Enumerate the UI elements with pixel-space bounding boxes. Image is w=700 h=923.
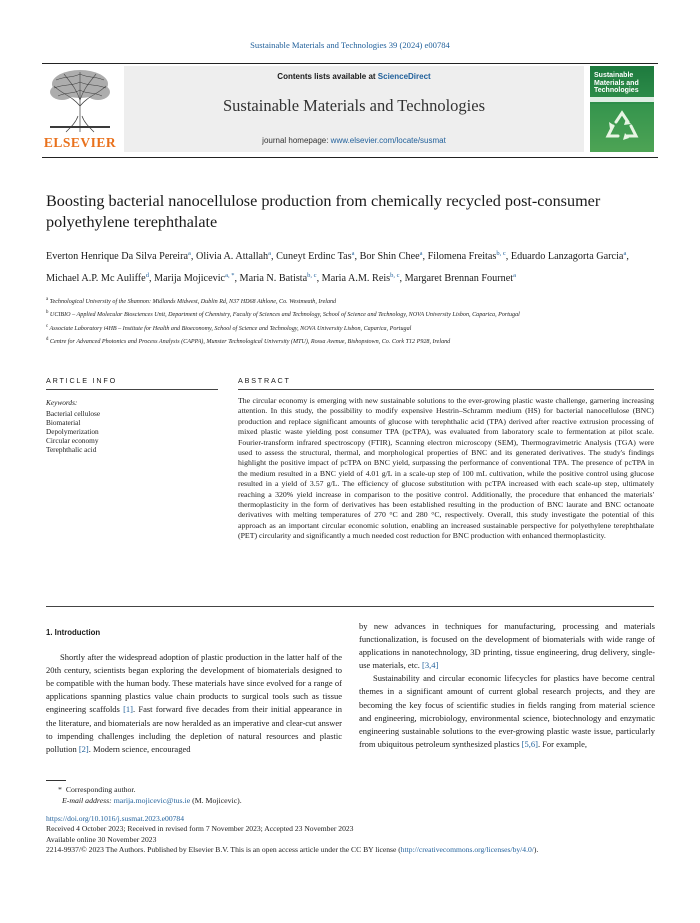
publication-footer xyxy=(46,814,658,855)
license-line xyxy=(46,845,658,855)
sciencedirect-link[interactable]: ScienceDirect xyxy=(377,72,431,81)
author-name[interactable]: Eduardo Lanzagorta Garcia xyxy=(510,251,624,262)
author-name[interactable]: Maria N. Batista xyxy=(239,273,308,284)
email-note xyxy=(62,795,242,806)
homepage-line xyxy=(124,136,584,145)
citation-link[interactable]: [1] xyxy=(123,704,134,715)
affiliation-item: $^d$ Centre for Advanced Photonics and Process Analysis (CAPPA), Munster Technological University (MTU), Rossa Avenue, Bishopstown, Co. Cork T12 P928, Ireland xyxy=(46,337,451,346)
keyword-item: Bacterial cellulose xyxy=(46,408,101,418)
article-info-heading: ARTICLE INFO xyxy=(46,376,117,385)
homepage-prefix: journal homepage: xyxy=(262,136,331,145)
author-name[interactable]: Olivia A. Attallah xyxy=(196,251,269,262)
citation-link[interactable]: [5,6] xyxy=(521,738,538,749)
available-online: Available online 30 November 2023 xyxy=(46,834,157,844)
author-affiliation-mark[interactable]: a xyxy=(419,250,423,257)
author-name[interactable]: Bor Shin Chee xyxy=(359,251,420,262)
affiliation-item: $^b$ UCIBIO – Applied Molecular Biosciences Unit, Department of Chemistry, Faculty of Sciences and Technology, School of Science and Technology, NOVA University Lisbon, Caparica, Portugal xyxy=(46,310,520,319)
author-affiliation-mark[interactable]: b, c xyxy=(390,272,400,279)
license-link[interactable]: http://creativecommons.org/licenses/by/4.0/ xyxy=(400,844,534,854)
abstract-text: The circular economy is emerging with new sustainable solutions to the ever-growing plastic waste challenge, garnering increasing attention. In this study, the possibility to modify expensive Hestrin–Schramm medium (HS) for bacterial nanocellulose (BNC) production and replace significant amounts of glucose with terephthalic acid (TPA) derived after reactive extrusion processing of mixed plastic waste yielding post consumer TPA (pcTPA), was evaluated from laboratory scale to fermentation at pilot scale. Fourier-transform infrared spectroscopy (FTIR), Scanning electron microscopy (SEM), Thermogravimetric Analysis (TGA) were used to assess the structural, thermal, and morphological properties of BNC and its generated derivatives. The study's findings highlight the positive impact of pcTPA on BNC yield, surpassing the performance of conventional TPA. The presence of pcTPA in the medium resulted in a BNC yield of 4.01 g/L in a scale-up step of 100 mL cultivation, while the positive control using glucose resulted in a yield of 3.57 g/L. The efficiency of glucose substitution with pcTPA increased with each scale-up step, ultimately reaching a 320% yield increase in comparison to the positive control. Additionally, the procedure that enhanced the materials' thermoplasticity in the form of derivatives has been established resulting in the production of BNC laurate and BNC octanoate derivatives with melting temperatures of 270 °C and 280 °C, respectively. Overall, this study investigate the potential of this approach as an important circular economic solution, enabling an increased sustainable perspective for polyethylene terephthalate (PET) circularity and significantly a much needed cost reduction for BNC production with enhanced thermoplasticity. xyxy=(238,396,654,541)
keywords-block xyxy=(46,399,216,454)
publisher-wordmark: ELSEVIER xyxy=(43,135,117,150)
keyword-item: Depolymerization xyxy=(46,426,99,436)
elsevier-logo[interactable] xyxy=(42,66,118,152)
intro-paragraph-1: Shortly after the widespread adoption of plastic production in the latter half of the 20th century, scientists began exploring the development of biomaterials designed to be compatible with the human body. These materials have since evolved for a range of applications spanning plastics value chain products to surgical tools such as tissue engineering scaffolds [1]. Fast forward five decades from their initial appearance in the literature, and biomaterials are now heralded as an imperative and clear-cut answer to impending challenges including the depletion of natural resources and plastic pollution [2]. Modern science, encouraged xyxy=(46,652,343,754)
author-affiliation-mark[interactable]: a xyxy=(623,250,627,257)
received-dates: Received 4 October 2023; Received in revised form 7 November 2023; Accepted 23 November 2023 xyxy=(46,824,354,834)
article-info-rule xyxy=(46,389,218,390)
paper-title: Boosting bacterial nanocellulose production from chemically recycled post-consumer polyethylene terephthalate xyxy=(46,192,601,231)
author-list: Everton Henrique Da Silva Pereira$^a$, Olivia A. Attallah$^a$, Cuneyt Erdinc Tas$^a$, Bor Shin Chee$^a$, Filomena Freitas$^{b, c}$, Eduardo Lanzagorta Garcia$^a$, Michael A.P. Mc Auliffe$^d$, Marija Mojicevic$^{a, *}$, Maria N. Batista$^{b, c}$, Maria A.M. Reis$^{b, c}$, Margaret Brennan Fournet$^a$ xyxy=(46,250,629,284)
journal-title: Sustainable Materials and Technologies xyxy=(222,96,486,115)
section-heading-introduction: 1. Introduction xyxy=(46,628,101,637)
footnote-rule xyxy=(46,780,66,781)
affiliation-list xyxy=(46,296,656,350)
author-name[interactable]: Filomena Freitas xyxy=(427,251,497,262)
homepage-link[interactable]: www.elsevier.com/locate/susmat xyxy=(330,136,446,145)
corresponding-label: Corresponding author. xyxy=(65,785,136,794)
keyword-item: Biomaterial xyxy=(46,417,81,427)
contents-line xyxy=(124,72,584,81)
journal-cover[interactable] xyxy=(590,66,654,152)
citation-link[interactable]: [3,4] xyxy=(422,660,439,671)
author-name[interactable]: Michael A.P. Mc Auliffe xyxy=(46,273,146,284)
author-email-link[interactable]: marija.mojicevic@tus.ie xyxy=(113,796,191,805)
license-text: 2214-9937/© 2023 The Authors. Published by Elsevier B.V. This is an open access article under the CC BY license ( xyxy=(46,844,401,854)
cover-title: Sustainable Materials and Technologies xyxy=(594,72,639,94)
author-name[interactable]: Margaret Brennan Fournet xyxy=(404,273,514,284)
email-label: E-mail address: xyxy=(62,796,112,805)
abstract-heading: ABSTRACT xyxy=(238,376,291,385)
affiliation-key: b xyxy=(46,310,49,316)
elsevier-tree-icon xyxy=(42,66,118,134)
author-affiliation-mark[interactable]: b, c xyxy=(496,250,506,257)
keyword-item: Terephthalic acid xyxy=(46,444,97,454)
affiliation-item: $^c$ Associate Laboratory i4HB – Institute for Health and Bioeconomy, School of Science and Technology, NOVA University Lisbon, Caparica, Portugal xyxy=(46,323,412,332)
body-column-left xyxy=(46,620,342,756)
email-suffix: (M. Mojicevic). xyxy=(192,796,242,805)
author-affiliation-mark[interactable]: d xyxy=(145,272,149,279)
author-affiliation-mark[interactable]: b, c xyxy=(307,272,317,279)
intro-paragraph-continued: by new advances in techniques for manufacturing, processing and materials functionalization, is focused on the development of biomaterials with wide range of applications in nanotechnology, 3D printing, tissue engineering, drug delivery, single-use materials, etc. [3,4] xyxy=(359,621,655,671)
body-column-right xyxy=(359,620,655,751)
author-affiliation-mark[interactable]: a xyxy=(513,272,516,279)
keywords-heading: Keywords: xyxy=(46,398,78,407)
license-suffix: ). xyxy=(533,844,539,854)
doi-link[interactable]: https://doi.org/10.1016/j.susmat.2023.e00784 xyxy=(46,814,185,823)
keyword-item: Circular economy xyxy=(46,435,99,445)
header-rule-bottom xyxy=(42,157,658,158)
author-name[interactable]: Maria A.M. Reis xyxy=(321,273,391,284)
author-affiliation-mark[interactable]: a, * xyxy=(225,272,235,279)
affiliation-key: c xyxy=(46,323,49,329)
author-affiliation-mark[interactable]: a xyxy=(351,250,355,257)
header-rule-top xyxy=(42,63,658,64)
author-affiliation-mark[interactable]: a xyxy=(268,250,272,257)
author-name[interactable]: Marija Mojicevic xyxy=(154,273,226,284)
footnote-mark: * xyxy=(58,785,62,794)
affiliation-key: a xyxy=(46,297,49,302)
corresponding-author-note xyxy=(58,784,136,795)
cover-band xyxy=(590,97,654,102)
journal-header xyxy=(42,66,654,152)
intro-paragraph-2: Sustainability and circular economic lifecycles for plastics have become central themes in a significant amount of current global research projects, and they are becoming the key focus of scientific studies in fields ranging from material science and engineering, microbiology, environmental science, biotechnology and enzymatic engineering sustainable solutions to the ever-growing plastic waste issue, particularly from ubiquitous petroleum synthesized plastics [5,6]. For example, xyxy=(359,673,655,749)
abstract-rule xyxy=(238,389,654,390)
recycle-icon xyxy=(590,104,654,152)
journal-reference[interactable]: Sustainable Materials and Technologies 39 (2024) e00784 xyxy=(250,40,450,50)
journal-banner xyxy=(124,66,584,152)
author-name[interactable]: Cuneyt Erdinc Tas xyxy=(276,251,352,262)
affiliation-key: d xyxy=(46,337,49,343)
abstract-end-rule xyxy=(46,606,654,607)
citation-link[interactable]: [2] xyxy=(78,743,89,754)
contents-prefix: Contents lists available at xyxy=(277,72,378,81)
author-name[interactable]: Everton Henrique Da Silva Pereira xyxy=(46,251,189,262)
author-affiliation-mark[interactable]: a xyxy=(188,250,191,257)
affiliation-item: $^a$ Technological University of the Shannon: Midlands Midwest, Dublin Rd, N37 HD68 Athlone, Co. Westmeath, Ireland xyxy=(46,297,337,305)
